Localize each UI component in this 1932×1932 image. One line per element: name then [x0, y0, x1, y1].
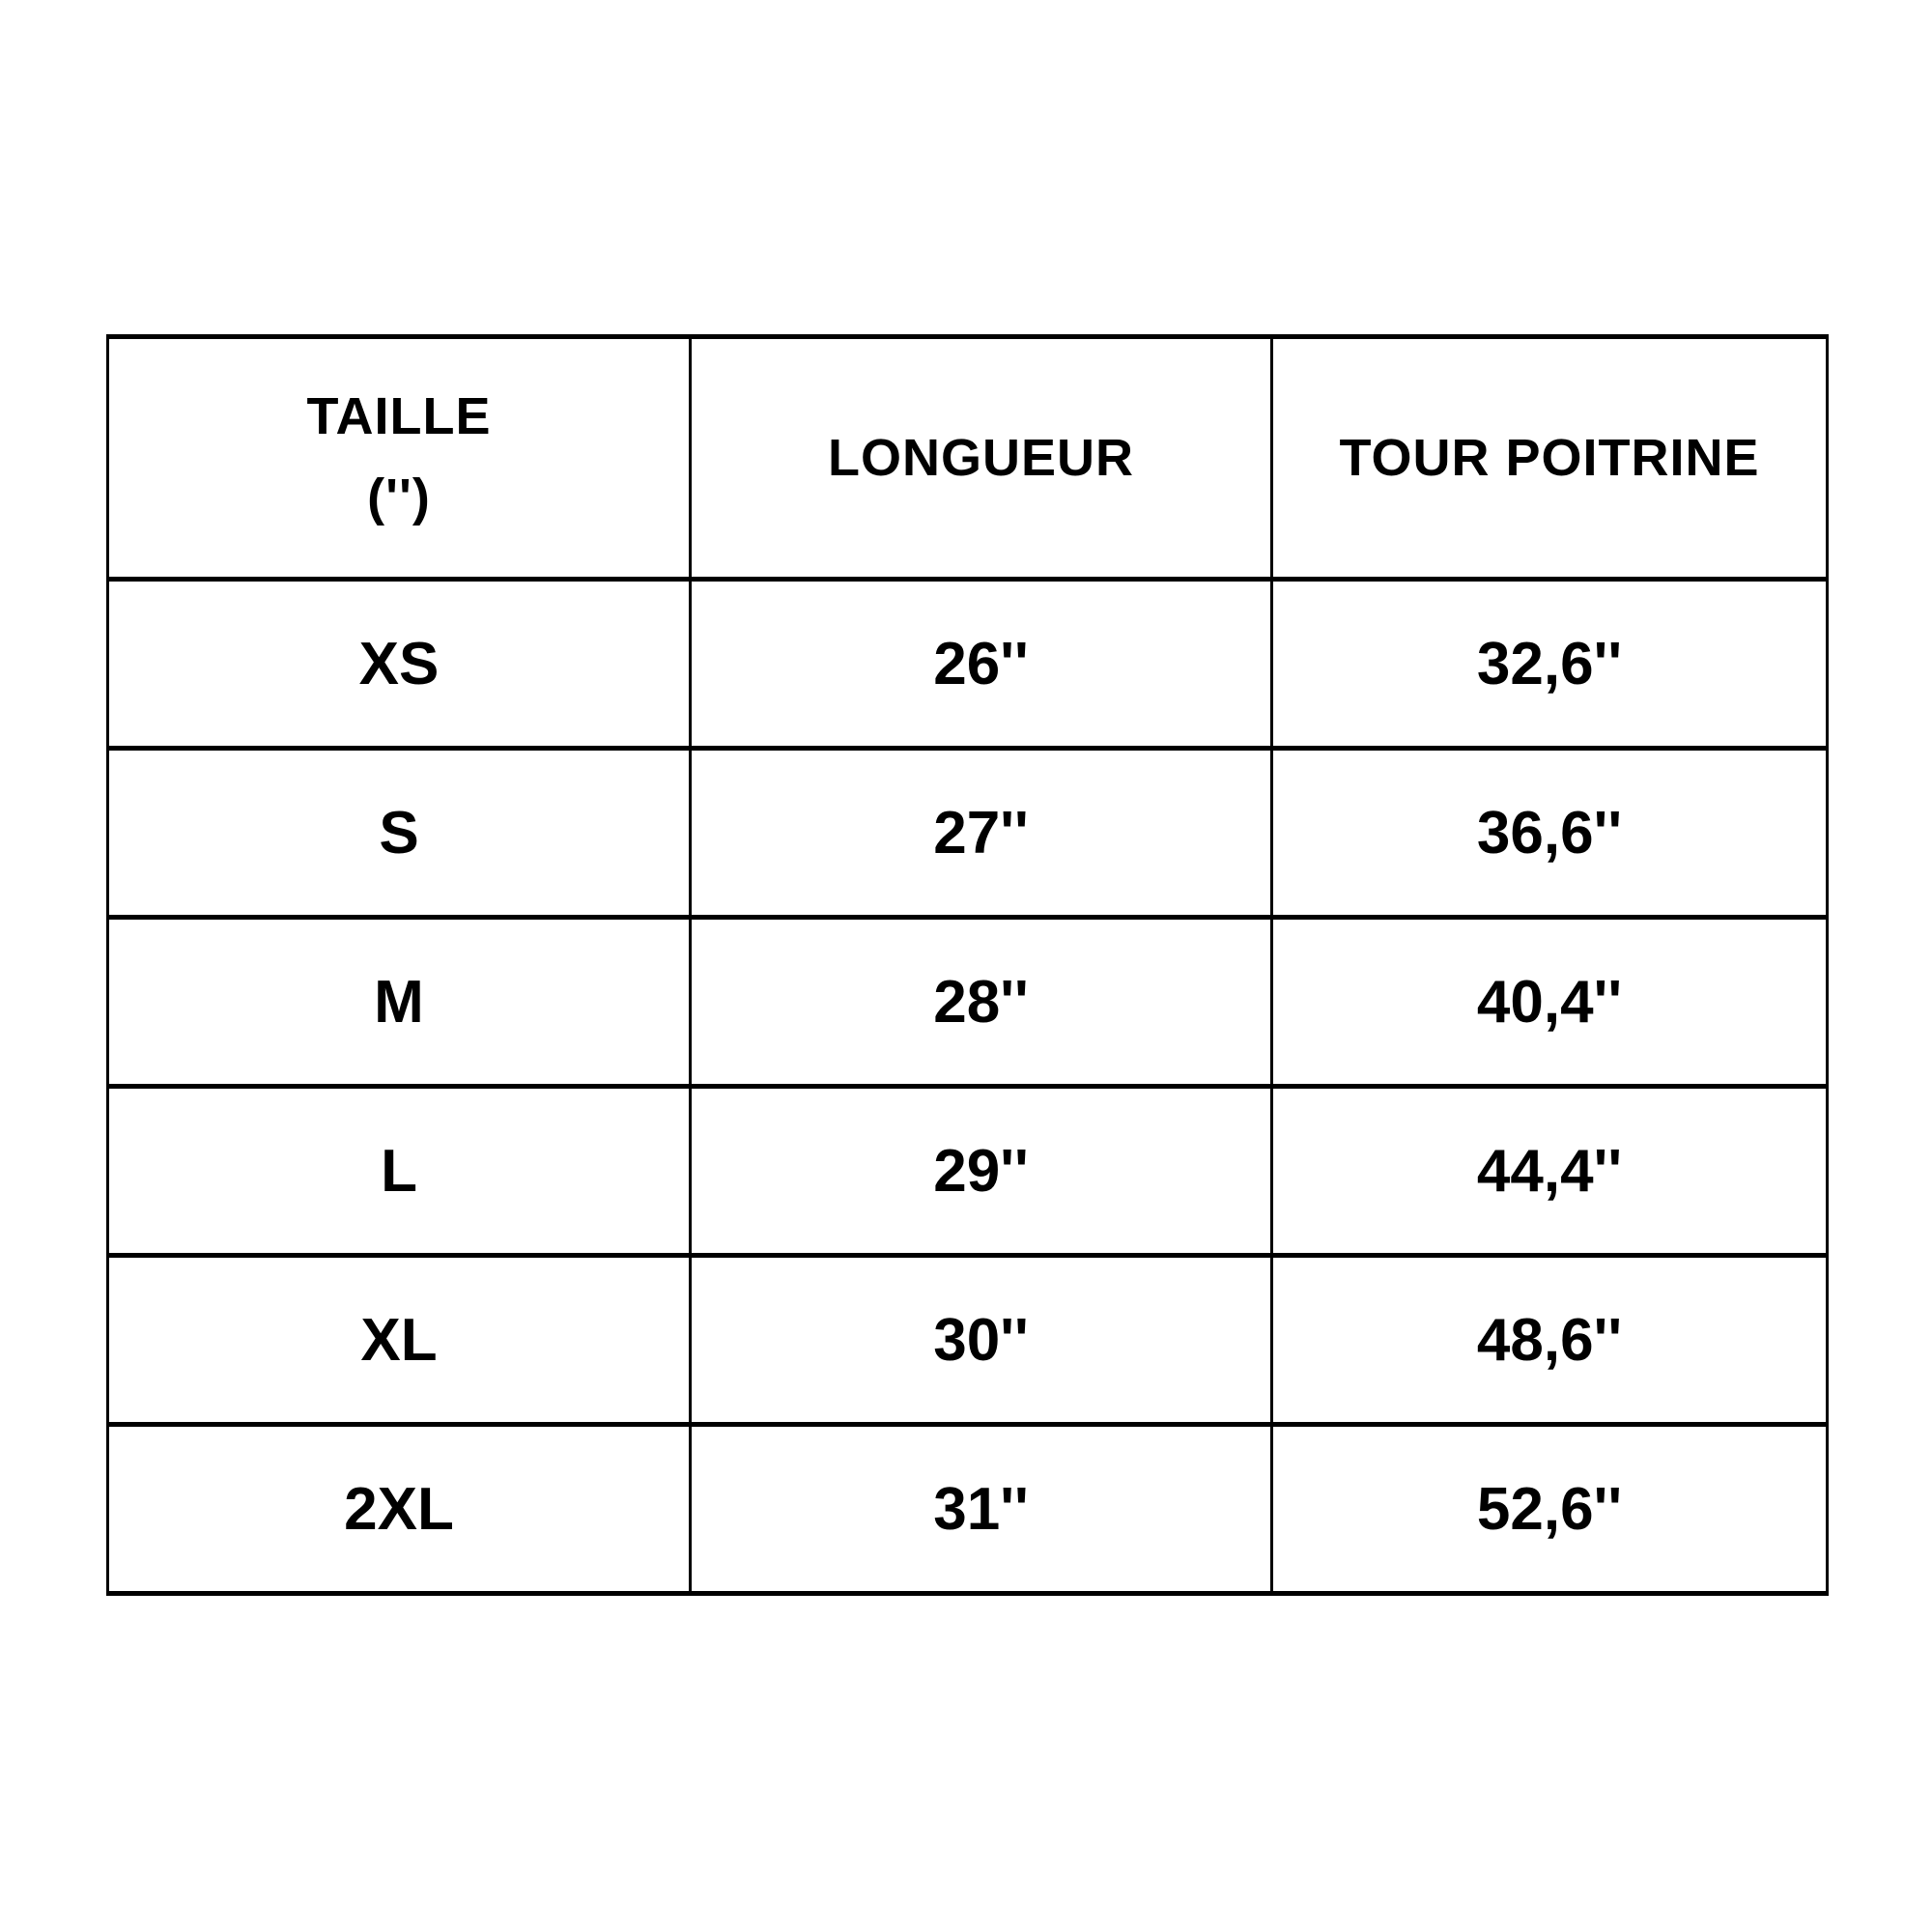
cell-size: L [108, 1087, 691, 1256]
table-row-s [108, 749, 1828, 918]
cell-chest: 48,6'' [1272, 1256, 1828, 1425]
cell-size: XS [108, 580, 691, 749]
cell-chest: 40,4'' [1272, 918, 1828, 1087]
cell-size: S [108, 749, 691, 918]
header-row [108, 337, 1828, 580]
header-taille-unit: ('') [367, 469, 431, 526]
table-row-xs [108, 580, 1828, 749]
cell-size: M [108, 918, 691, 1087]
cell-length: 31'' [691, 1425, 1272, 1594]
table-row-m [108, 918, 1828, 1087]
header-cell-tour-poitrine: TOUR POITRINE [1272, 337, 1828, 580]
table-row-2xl [108, 1425, 1828, 1594]
cell-chest: 32,6'' [1272, 580, 1828, 749]
header-cell-longueur: LONGUEUR [691, 337, 1272, 580]
cell-chest: 52,6'' [1272, 1425, 1828, 1594]
cell-size: 2XL [108, 1425, 691, 1594]
cell-length: 26'' [691, 580, 1272, 749]
header-cell-taille [108, 337, 691, 580]
cell-length: 29'' [691, 1087, 1272, 1256]
cell-length: 28'' [691, 918, 1272, 1087]
cell-size: XL [108, 1256, 691, 1425]
size-chart-table [106, 334, 1829, 1596]
cell-length: 30'' [691, 1256, 1272, 1425]
cell-chest: 44,4'' [1272, 1087, 1828, 1256]
table-row-l [108, 1087, 1828, 1256]
table-row-xl [108, 1256, 1828, 1425]
cell-length: 27'' [691, 749, 1272, 918]
cell-chest: 36,6'' [1272, 749, 1828, 918]
header-taille-label: TAILLE [306, 387, 492, 446]
